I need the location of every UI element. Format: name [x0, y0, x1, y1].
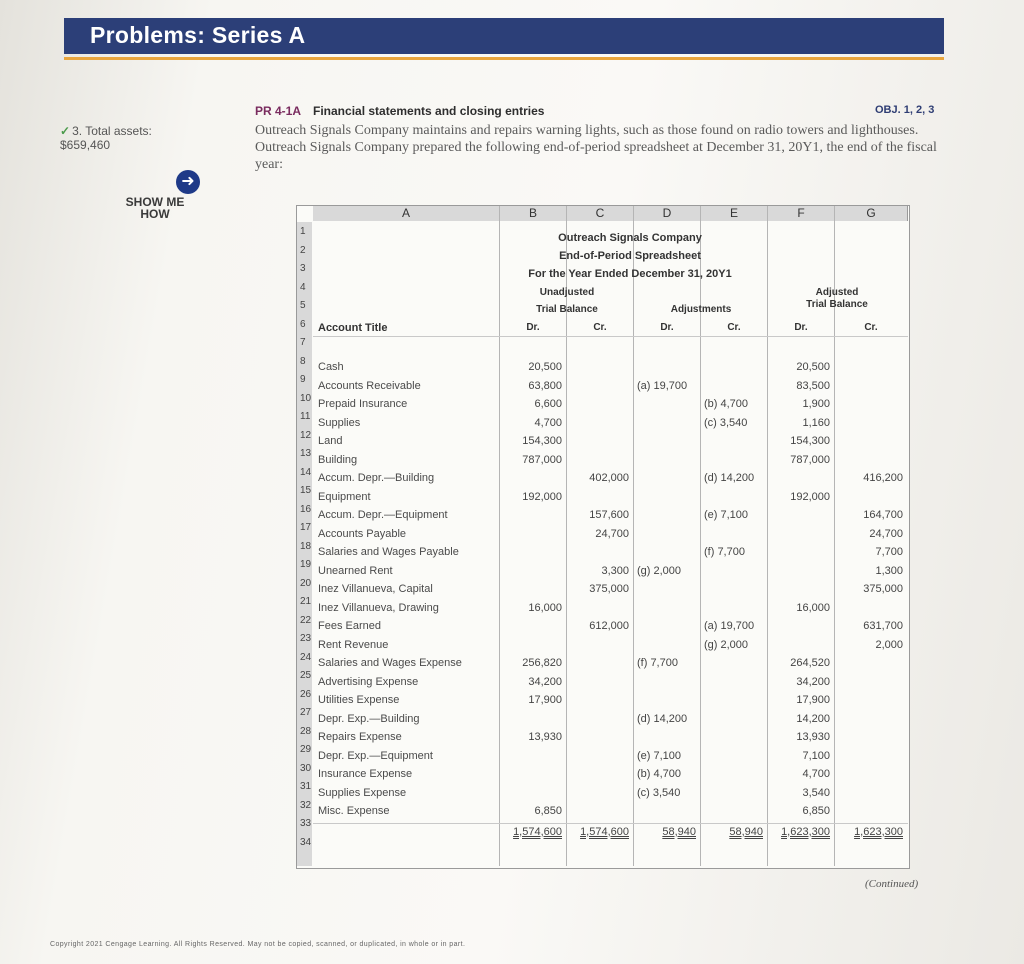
- arrow-right-icon[interactable]: ➜: [176, 170, 200, 194]
- row-number: 15: [300, 485, 312, 496]
- column-header-e: E: [701, 206, 768, 221]
- amount-cell: 83,500: [796, 379, 830, 392]
- account-title-cell: Supplies Expense: [318, 786, 407, 799]
- amount-cell: (b) 4,700: [704, 398, 749, 410]
- total-cell: 1,623,300: [781, 825, 830, 838]
- amount-cell: 192,000: [522, 490, 562, 503]
- header-adjusted-trial-balance: Trial Balance: [806, 299, 868, 310]
- header-dr: Dr.: [660, 322, 674, 333]
- amount-cell: 3,300: [601, 564, 629, 577]
- row-number: 8: [300, 355, 306, 367]
- total-cell: 58,940: [729, 825, 763, 838]
- amount-cell: (a) 19,700: [704, 620, 755, 632]
- account-title-cell: Accounts Receivable: [318, 379, 421, 392]
- amount-cell: 164,700: [863, 509, 903, 521]
- problem-heading: [255, 104, 945, 118]
- problem-code: PR 4-1A: [255, 104, 302, 118]
- amount-cell: 1,160: [802, 416, 830, 429]
- account-title-cell: Advertising Expense: [318, 675, 419, 688]
- amount-cell: 264,520: [790, 657, 830, 669]
- account-title-cell: Rent Revenue: [318, 638, 389, 651]
- row-number: 21: [300, 596, 312, 607]
- row-number: 7: [300, 337, 306, 348]
- amount-cell: 13,930: [528, 731, 562, 743]
- amount-cell: 154,300: [790, 435, 830, 447]
- account-title-cell: Repairs Expense: [318, 731, 402, 743]
- amount-cell: (g) 2,000: [637, 564, 682, 577]
- account-title-cell: Prepaid Insurance: [318, 398, 408, 410]
- header-adjustments: Adjustments: [670, 304, 732, 315]
- amount-cell: 20,500: [528, 361, 562, 373]
- row-number: 30: [300, 762, 312, 774]
- margin-note-value: $659,460: [60, 138, 111, 152]
- amount-cell: (e) 7,100: [637, 749, 682, 762]
- amount-cell: 631,700: [863, 620, 903, 632]
- account-title-cell: Equipment: [318, 490, 371, 503]
- sheet-title-period: For the Year Ended December 31, 20Y1: [528, 268, 732, 280]
- problem-objectives: OBJ. 1, 2, 3: [875, 104, 935, 116]
- row-number: 14: [300, 466, 312, 478]
- account-title-cell: Inez Villanueva, Capital: [318, 583, 433, 595]
- amount-cell: 154,300: [522, 435, 562, 447]
- amount-cell: (c) 3,540: [704, 416, 748, 429]
- amount-cell: 402,000: [589, 472, 629, 484]
- amount-cell: 17,900: [796, 694, 830, 706]
- row-number: 34: [300, 836, 312, 848]
- amount-cell: (f) 7,700: [637, 657, 678, 669]
- total-cell: 58,940: [662, 825, 696, 838]
- row-number: 11: [300, 411, 311, 422]
- amount-cell: 2,000: [875, 638, 903, 651]
- amount-cell: 375,000: [589, 583, 629, 595]
- account-title-cell: Accounts Payable: [318, 527, 407, 540]
- amount-cell: 3,540: [802, 786, 830, 799]
- amount-cell: (a) 19,700: [637, 379, 688, 392]
- row-number: 9: [300, 374, 306, 385]
- header-trial-balance: Trial Balance: [536, 304, 598, 315]
- sheet-title-company: Outreach Signals Company: [558, 232, 702, 244]
- section-banner: [64, 18, 944, 54]
- row-number: 25: [300, 670, 312, 681]
- row-number: 5: [300, 300, 306, 311]
- header-unadjusted: Unadjusted: [539, 287, 595, 298]
- amount-cell: 4,700: [534, 416, 562, 429]
- row-number: 31: [300, 781, 312, 792]
- header-cr: Cr.: [593, 322, 607, 333]
- header-adjusted: Adjusted: [815, 287, 859, 298]
- amount-cell: 14,200: [796, 712, 830, 725]
- row-number: 19: [300, 559, 312, 570]
- amount-cell: 16,000: [528, 601, 562, 614]
- row-number: 32: [300, 799, 312, 811]
- column-header-f: F: [768, 206, 835, 221]
- amount-cell: 192,000: [790, 490, 830, 503]
- total-cell: 1,574,600: [513, 825, 562, 838]
- sheet-title-type: End-of-Period Spreadsheet: [559, 250, 701, 262]
- row-number: 12: [300, 429, 312, 441]
- column-header-c: C: [567, 206, 634, 221]
- amount-cell: 375,000: [863, 583, 903, 595]
- amount-cell: 157,600: [589, 509, 629, 521]
- row-number: 22: [300, 614, 312, 626]
- row-number: 20: [300, 577, 312, 589]
- amount-cell: (e) 7,100: [704, 509, 749, 521]
- amount-cell: 416,200: [863, 472, 903, 484]
- account-title-cell: Utilities Expense: [318, 694, 400, 706]
- account-title-cell: Supplies: [318, 416, 361, 429]
- check-icon: ✓: [60, 124, 71, 138]
- amount-cell: 1,300: [875, 564, 903, 577]
- account-title-cell: Salaries and Wages Payable: [318, 546, 459, 558]
- amount-cell: (b) 4,700: [637, 768, 682, 780]
- header-account-title: Account Title: [318, 322, 388, 334]
- row-number: 28: [300, 725, 312, 737]
- show-me-how-link[interactable]: SHOW ME HOW: [125, 195, 185, 221]
- amount-cell: 17,900: [528, 694, 562, 706]
- margin-note-label: 3. Total assets:: [72, 124, 152, 138]
- amount-cell: 6,850: [802, 805, 830, 817]
- account-title-cell: Salaries and Wages Expense: [318, 657, 462, 669]
- problem-body: Outreach Signals Company maintains and repairs warning lights, such as those found on radio towers and lighthouses. Outreach Signals Company prepared the following end-of-period spreadsheet at December 31, 20Y1, the end of the fiscal year:: [255, 123, 937, 172]
- header-cr: Cr.: [864, 322, 878, 333]
- amount-cell: (d) 14,200: [704, 472, 755, 484]
- amount-cell: 787,000: [790, 453, 830, 466]
- column-header-g: G: [835, 206, 908, 221]
- header-dr: Dr.: [526, 322, 540, 333]
- column-header-a: A: [313, 206, 500, 221]
- amount-cell: 256,820: [522, 657, 562, 669]
- row-number: 3: [300, 263, 306, 274]
- amount-cell: 24,700: [869, 527, 903, 540]
- account-title-cell: Inez Villanueva, Drawing: [318, 601, 439, 614]
- account-title-cell: Accum. Depr.—Equipment: [318, 509, 448, 521]
- amount-cell: 34,200: [528, 675, 562, 688]
- account-title-cell: Depr. Exp.—Equipment: [318, 749, 433, 762]
- total-cell: 1,574,600: [580, 825, 629, 838]
- header-rule: [313, 336, 908, 337]
- account-title-cell: Unearned Rent: [318, 564, 393, 577]
- row-number: 17: [300, 522, 312, 533]
- amount-cell: 13,930: [796, 731, 830, 743]
- amount-cell: (d) 14,200: [637, 712, 688, 725]
- account-title-cell: Fees Earned: [318, 620, 381, 632]
- row-number: 29: [300, 744, 312, 755]
- amount-cell: (c) 3,540: [637, 786, 681, 799]
- row-number: 6: [300, 318, 306, 330]
- row-number: 13: [300, 448, 312, 459]
- continued-note: (Continued): [865, 878, 919, 890]
- column-header-d: D: [634, 206, 701, 221]
- account-title-cell: Insurance Expense: [318, 768, 413, 780]
- amount-cell: (g) 2,000: [704, 638, 749, 651]
- account-title-cell: Building: [318, 453, 358, 466]
- amount-cell: 787,000: [522, 453, 562, 466]
- total-rule: [313, 823, 908, 824]
- banner-rule: [64, 57, 944, 60]
- amount-cell: 20,500: [796, 361, 830, 373]
- banner-title: Problems: Series A: [90, 22, 306, 48]
- amount-cell: 1,900: [802, 398, 830, 410]
- row-number: 27: [300, 707, 312, 718]
- row-number: 10: [300, 392, 312, 404]
- copyright-footer: Copyright 2021 Cengage Learning. All Rights Reserved. May not be copied, scanned, or duplicated, in whole or in part.: [50, 941, 466, 948]
- account-title-cell: Depr. Exp.—Building: [318, 712, 420, 725]
- header-cr: Cr.: [727, 322, 741, 333]
- amount-cell: 16,000: [796, 601, 830, 614]
- amount-cell: 6,850: [534, 805, 562, 817]
- row-number: 2: [300, 244, 306, 256]
- margin-note: [60, 124, 170, 152]
- total-cell: 1,623,300: [854, 825, 903, 838]
- column-header-b: B: [500, 206, 567, 221]
- account-title-cell: Accum. Depr.—Building: [318, 472, 435, 484]
- row-number: 1: [300, 226, 306, 237]
- amount-cell: 7,700: [875, 546, 903, 558]
- row-number: 24: [300, 651, 312, 663]
- amount-cell: (f) 7,700: [704, 546, 745, 558]
- row-number: 4: [300, 281, 306, 293]
- row-number: 33: [300, 818, 312, 829]
- amount-cell: 24,700: [595, 527, 629, 540]
- row-number: 16: [300, 503, 312, 515]
- amount-cell: 6,600: [534, 398, 562, 410]
- row-number: 26: [300, 688, 312, 700]
- row-number: 23: [300, 633, 312, 644]
- account-title-cell: Cash: [318, 361, 344, 373]
- header-dr: Dr.: [794, 322, 808, 333]
- amount-cell: 612,000: [589, 620, 629, 632]
- amount-cell: 7,100: [802, 749, 830, 762]
- row-number: 18: [300, 540, 312, 552]
- amount-cell: 34,200: [796, 675, 830, 688]
- amount-cell: 63,800: [528, 379, 562, 392]
- problem-title: Financial statements and closing entries: [313, 104, 545, 118]
- account-title-cell: Misc. Expense: [318, 805, 390, 817]
- amount-cell: 4,700: [802, 768, 830, 780]
- account-title-cell: Land: [318, 435, 343, 447]
